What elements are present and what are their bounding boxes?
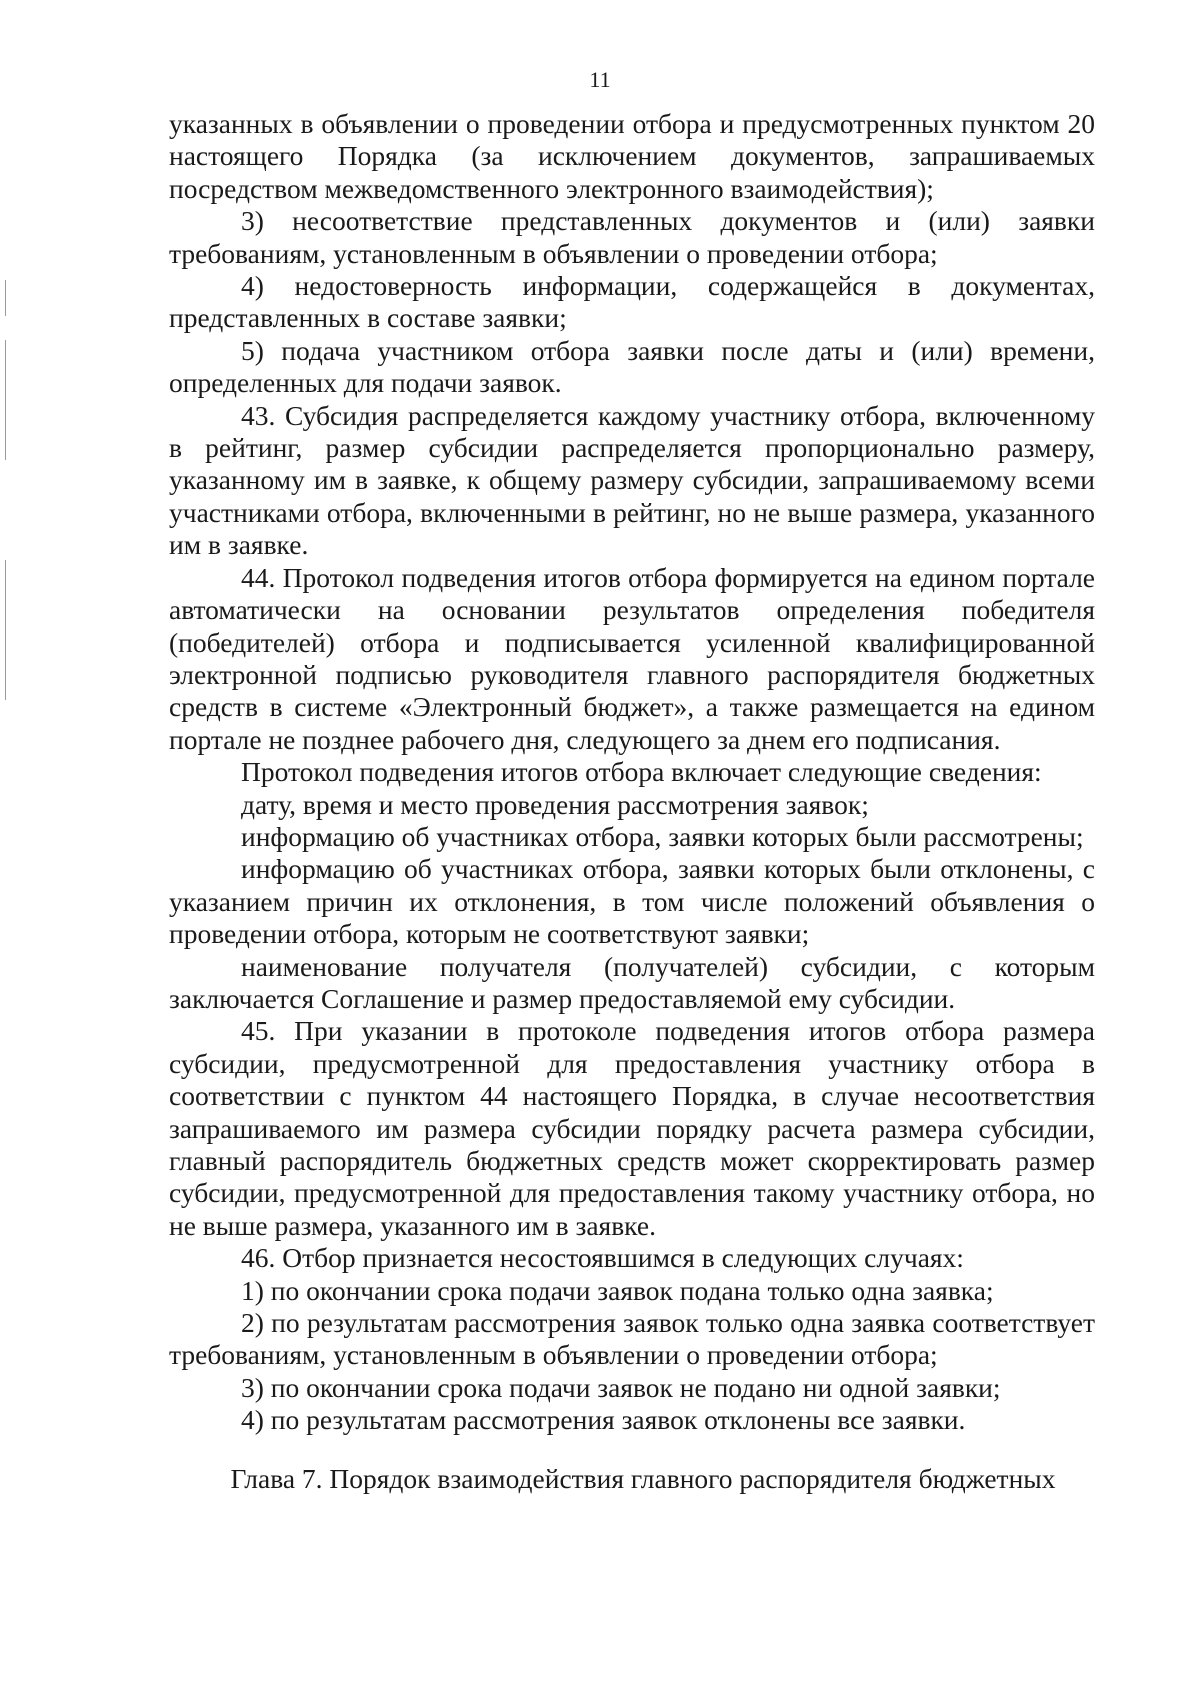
scan-artifact [5,560,6,700]
paragraph: 4) по результатам рассмотрения заявок отклонены все заявки. [241,1404,966,1436]
paragraph: 2) по результатам рассмотрения заявок только одна заявка соответствует требованиям, установленным в объявлении о проведении отбора; [169,1307,1095,1371]
paragraph: информацию об участниках отбора, заявки которых были отклонены, с указанием причин их отклонения, в том числе положений объявления о проведении отбора, которым не соответствуют заявки; [169,853,1095,950]
paragraph: информацию об участниках отбора, заявки которых были рассмотрены; [241,820,1084,852]
paragraph: 44. Протокол подведения итогов отбора формируется на едином портале автоматически на основании результатов определения победителя (победителей) отбора и подписывается усиленной квалифицированной электронной подписью руководителя главного распорядителя бюджетных средств в системе «Электронный бюджет», а также размещается на едином портале не позднее рабочего дня, следующего за днем его подписания. [169,561,1095,755]
paragraph: 3) по окончании срока подачи заявок не подано ни одной заявки; [241,1371,1001,1403]
paragraph: 5) подача участником отбора заявки после даты и (или) времени, определенных для подачи заявок. [169,334,1095,399]
paragraph: 43. Субсидия распределяется каждому участнику отбора, включенному в рейтинг, размер субсидии распределяется пропорционально размеру, указанному им в заявке, к общему размеру субсидии, запрашиваемому всеми участниками отбора, включенными в рейтинг, но не выше размера, указанного им в заявке. [169,399,1095,561]
paragraph: Протокол подведения итогов отбора включает следующие сведения: [241,756,1042,788]
scan-artifact [5,280,6,316]
paragraph: 1) по окончании срока подачи заявок подана только одна заявка; [241,1274,994,1306]
paragraph: 3) несоответствие представленных документов и (или) заявки требованиям, установленным в объявлении о проведении отбора; [169,205,1095,269]
document-body [169,108,1095,1495]
paragraph: дату, время и место проведения рассмотрения заявок; [241,788,869,820]
scan-artifact [5,340,6,460]
chapter-heading: Глава 7. Порядок взаимодействия главного распорядителя бюджетных [230,1462,1056,1494]
paragraph: наименование получателя (получателей) субсидии, с которым заключается Соглашение и размер предоставляемой ему субсидии. [169,950,1095,1014]
paragraph: указанных в объявлении о проведении отбора и предусмотренных пунктом 20 настоящего Порядка (за исключением документов, запрашиваемых посредством межведомственного электронного взаимодействия); [169,108,1095,204]
paragraph: 46. Отбор признается несостоявшимся в следующих случаях: [241,1242,964,1274]
page-number: 11 [589,67,611,92]
paragraph: 4) недостоверность информации, содержащейся в документах, представленных в составе заявки; [169,270,1095,334]
paragraph: 45. При указании в протоколе подведения итогов отбора размера субсидии, предусмотренной для предоставления участнику отбора в соответствии с пунктом 44 настоящего Порядка, в случае несоответствия запрашиваемого им размера субсидии порядку расчета размера субсидии, главный распорядитель бюджетных средств может скорректировать размер субсидии, предусмотренной для предоставления такому участнику отбора, но не выше размера, указанного им в заявке. [169,1015,1095,1241]
